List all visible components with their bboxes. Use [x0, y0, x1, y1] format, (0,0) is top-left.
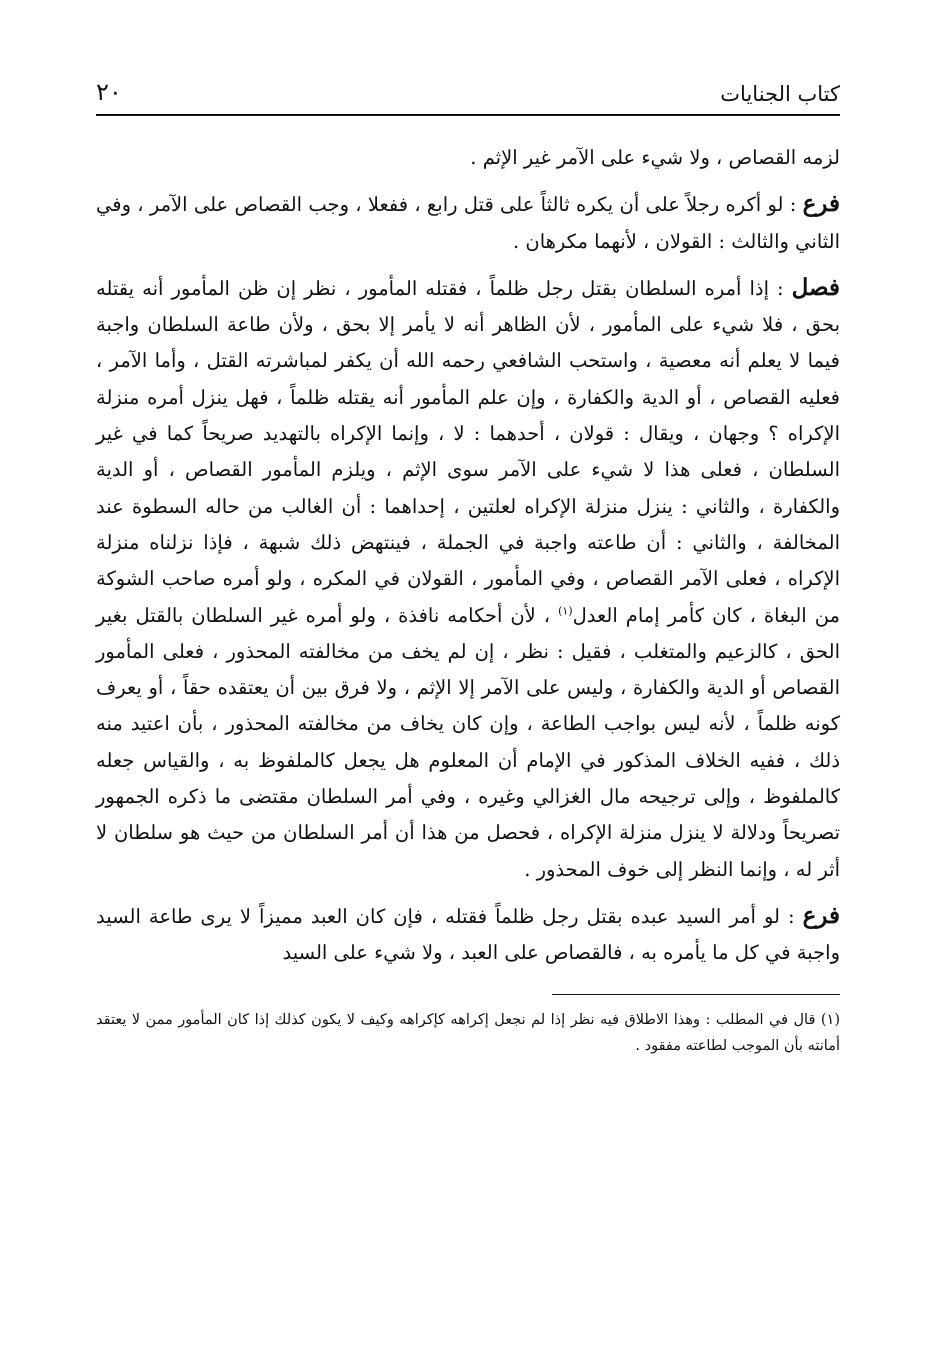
page-number: ٢٠ — [96, 78, 122, 106]
paragraph-text: : إذا أمره السلطان بقتل رجل ظلماً ، فقتله المأمور ، نظر إن ظن المأمور أنه يقتله بحق ، فلا شيء على المأمور ، لأن الظاهر أنه لا يأمر إلا بحق ، ولأن طاعة السلطان واجبة فيما لا يعلم أنه معصية ، واستحب الشافعي رحمه الله أن يكفر لمباشرته القتل ، وأما الآمر ، فعليه القصاص ، أو الدية والكفارة ، وإن علم المأمور أنه يقتله ظلماً ، فهل ينزل أمره منزلة الإكراه ؟ وجهان ، ويقال : قولان ، أحدهما : لا ، وإنما الإكراه بالتهديد صريحاً كما في غير السلطان ، فعلى هذا لا شيء على الآمر سوى الإثم ، ويلزم المأمور القصاص ، أو الدية والكفارة ، والثاني : ينزل منزلة الإكراه لعلتين ، إحداهما : أن الغالب من حاله السطوة عند المخالفة ، والثاني : أن طاعته واجبة في الجملة ، فينتهض ذلك شبهة ، فإذا نزلناه منزلة الإكراه ، فعلى الآمر القصاص ، وفي المأمور ، القولان في المكره ، ولو أمره صاحب الشوكة من البغاة ، كان كأمر إمام العدل — [96, 276, 840, 627]
footnote-divider — [552, 994, 840, 995]
main-text — [96, 140, 840, 972]
paragraph — [96, 186, 840, 260]
paragraph — [96, 140, 840, 176]
section-heading: فرع — [802, 901, 840, 929]
paragraph-text: ، لأن أحكامه نافذة ، ولو أمره غير السلطان بالقتل بغير الحق ، كالزعيم والمتغلب ، فقيل : نظر ، إن لم يخف من مخالفته المحذور ، فعلى المأمور القصاص أو الدية والكفارة ، وليس على الآمر إلا الإثم ، ولا فرق بين أن يعتقده حقاً ، أو يعرف كونه ظلماً ، لأنه ليس بواجب الطاعة ، وإن كان يخاف من مخالفته المحذور ، بأن اعتيد منه ذلك ، ففيه الخلاف المذكور في الإمام أن المعلوم هل يجعل كالملفوظ به ، والقياس جعله كالملفوظ ، وإلى ترجيحه مال الغزالي وغيره ، وفي أمر السلطان مقتضى ما ذكره الجمهور تصريحاً ودلالة لا ينزل منزلة الإكراه ، فحصل من هذا أن أمر السلطان من حيث هو سلطان لا أثر له ، وإنما النظر إلى خوف المحذور . — [96, 603, 840, 881]
section-heading: فرع — [802, 190, 840, 218]
running-header — [96, 70, 840, 116]
paragraph-text: لزمه القصاص ، ولا شيء على الآمر غير الإثم . — [470, 146, 840, 169]
paragraph-text: : لو أمر السيد عبده بقتل رجل ظلماً فقتله ، فإن كان العبد مميزاً لا يرى طاعة السيد واجبة في كل ما يأمره به ، فالقصاص على العبد ، ولا شيء على السيد — [96, 904, 840, 965]
section-heading: فصل — [791, 273, 840, 301]
book-title: كتاب الجنايات — [720, 82, 840, 106]
footnote-marker[interactable]: (١) — [558, 604, 573, 618]
footnote: (١) قال في المطلب : وهذا الاطلاق فيه نظر إذا لم نجعل إكراهه كإكراهه وكيف لا يكون كذلك إذا كان المأمور ممن لا يعتقد أمانته بأن الموجب لطاعته مفقود . — [96, 1011, 840, 1054]
paragraph-text: : لو أكره رجلاً على أن يكره ثالثاً على قتل رابع ، ففعلا ، وجب القصاص على الآمر ، وفي الثاني والثالث : القولان ، لأنهما مكرهان . — [96, 193, 840, 253]
book-page — [96, 70, 840, 1059]
paragraph — [96, 898, 840, 972]
paragraph — [96, 270, 840, 888]
